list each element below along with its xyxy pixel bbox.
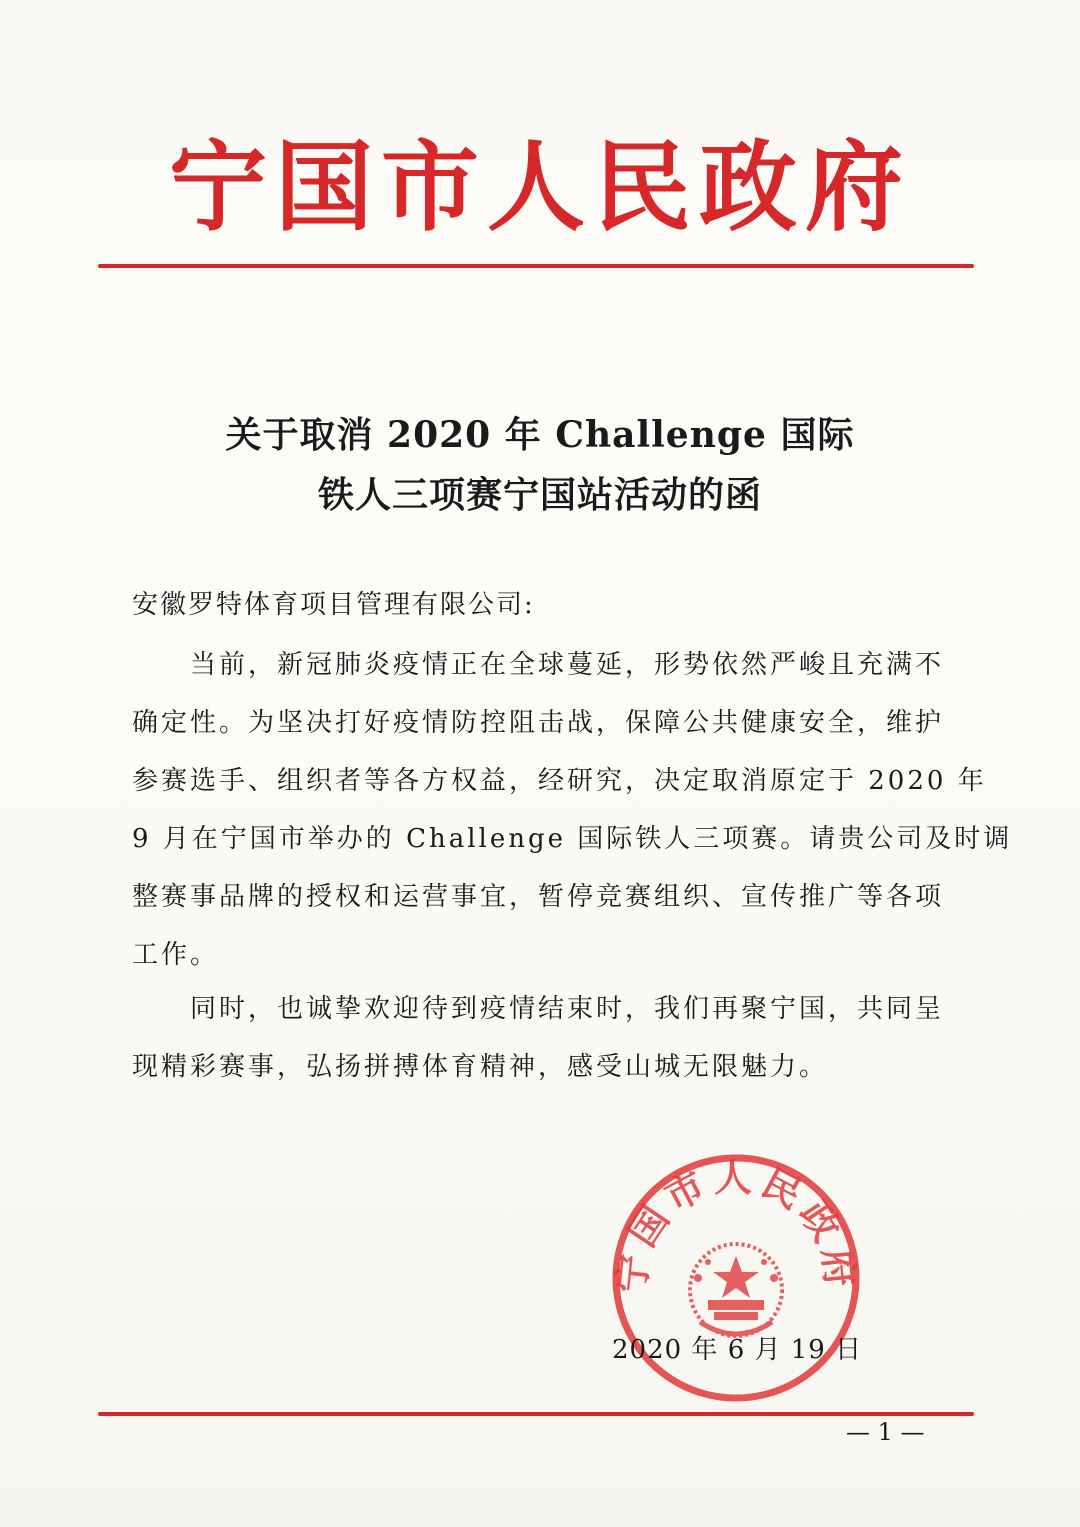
body-paragraph-2: [132, 980, 952, 1096]
header-divider-rule: [98, 264, 974, 268]
paragraph-line: 工作。: [132, 940, 220, 970]
paragraph-line: 同时，也诚挚欢迎待到疫情结束时，我们再聚宁国，共同呈: [190, 994, 945, 1024]
signing-date: 2020 年 6 月 19 日: [612, 1335, 863, 1365]
document-title: [100, 405, 980, 525]
seal-text: 宁国市人民政府: [609, 1156, 863, 1295]
paragraph-line: 9 月在宁国市举办的 Challenge 国际铁人三项赛。请贵公司及时调: [132, 824, 1013, 854]
paragraph-line: 确定性。为坚决打好疫情防控阻击战，保障公共健康安全，维护: [132, 708, 945, 738]
footer-divider-rule: [98, 1412, 974, 1416]
addressee: 安徽罗特体育项目管理有限公司:: [132, 590, 535, 620]
paragraph-line: 整赛事品牌的授权和运营事宜，暂停竞赛组织、宣传推广等各项: [132, 882, 945, 912]
title-line-1: 关于取消 2020 年 Challenge 国际: [225, 414, 855, 456]
title-line-2: 铁人三项赛宁国站活动的函: [317, 474, 762, 516]
page-number: — 1 —: [846, 1418, 925, 1446]
paragraph-line: 参赛选手、组织者等各方权益，经研究，决定取消原定于 2020 年: [132, 766, 987, 796]
issuing-authority-header: 宁国市人民政府: [168, 130, 911, 245]
paragraph-line: 当前，新冠肺炎疫情正在全球蔓延，形势依然严峻且充满不: [190, 650, 945, 680]
body-paragraph-1: [132, 636, 1013, 984]
paragraph-line: 现精彩赛事，弘扬拼搏体育精神，感受山城无限魅力。: [132, 1052, 829, 1082]
national-emblem-icon: [690, 1244, 782, 1336]
